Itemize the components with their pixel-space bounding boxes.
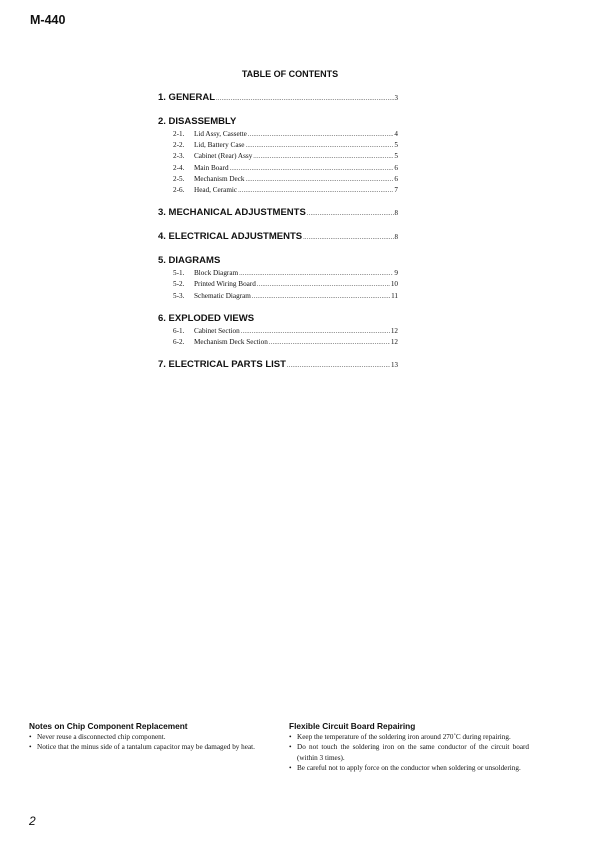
dot-leader <box>230 164 394 174</box>
toc-item-label: Block Diagram <box>194 269 239 278</box>
toc-section-heading[interactable] <box>158 313 398 325</box>
chip-notes-list <box>29 732 274 753</box>
toc-section <box>158 92 398 105</box>
toc-item-number: 2-6. <box>173 186 185 195</box>
toc-item-label: Lid, Battery Case <box>194 141 245 150</box>
chip-notes-title: Notes on Chip Component Replacement <box>29 721 188 731</box>
toc-item-label: Head, Ceramic <box>194 186 238 195</box>
toc-page-number: 7 <box>394 186 398 195</box>
flex-notes-title: Flexible Circuit Board Repairing <box>289 721 416 731</box>
toc-item-number: 5-2. <box>173 280 185 289</box>
toc-page-number: 12 <box>390 338 398 347</box>
toc-section <box>158 207 398 220</box>
toc-item-label: Printed Wiring Board <box>194 280 256 289</box>
toc-section <box>158 313 398 348</box>
toc-section <box>158 116 398 196</box>
note-item: • Do not touch the soldering iron on the same conductor of the circuit board (within 3 times). <box>289 742 529 763</box>
toc-page-number: 4 <box>394 130 398 138</box>
toc-page-number: 12 <box>390 326 398 335</box>
toc-item-label: Main Board <box>194 163 229 172</box>
dot-leader <box>269 338 390 348</box>
toc-page-number: 13 <box>391 361 398 370</box>
dot-leader <box>238 186 393 196</box>
dot-leader <box>216 93 393 105</box>
toc-item-number: 2-2. <box>173 141 185 150</box>
toc-item[interactable] <box>158 163 398 174</box>
flex-notes <box>289 721 529 773</box>
toc-section-heading[interactable] <box>158 359 398 372</box>
toc-page-number: 8 <box>394 233 398 242</box>
note-item: • Keep the temperature of the soldering iron around 270˚C during repairing. <box>289 732 529 742</box>
toc-item[interactable] <box>158 174 398 185</box>
toc-page-number: 6 <box>394 174 398 183</box>
toc-page-number: 5 <box>394 152 398 161</box>
dot-leader <box>246 175 394 185</box>
toc-section-title: 1. GENERAL <box>158 92 216 103</box>
dot-leader <box>246 141 394 151</box>
toc-item[interactable] <box>158 268 398 279</box>
toc-item[interactable] <box>158 140 398 151</box>
toc-item-number: 6-2. <box>173 338 185 347</box>
toc-item[interactable] <box>158 326 398 337</box>
dot-leader <box>253 152 393 162</box>
dot-leader <box>239 269 393 279</box>
toc-item-label: Lid Assy, Cassette <box>194 130 247 138</box>
toc-item[interactable] <box>158 129 398 140</box>
toc-section-title: 6. EXPLODED VIEWS <box>158 312 255 324</box>
table-of-contents <box>158 92 398 383</box>
note-item: • Never reuse a disconnected chip component. <box>29 732 274 742</box>
chip-notes <box>29 721 274 753</box>
toc-page-number: 11 <box>391 291 398 300</box>
toc-page-number: 10 <box>390 280 398 289</box>
toc-item-number: 5-1. <box>173 269 185 278</box>
toc-section-title: 3. MECHANICAL ADJUSTMENTS <box>158 207 306 219</box>
toc-page-number: 6 <box>394 163 398 172</box>
toc-page-number: 3 <box>394 94 398 102</box>
toc-item-number: 2-3. <box>173 152 185 161</box>
toc-item-number: 2-1. <box>173 130 185 138</box>
toc-section-title: 5. DIAGRAMS <box>158 255 221 267</box>
toc-item-label: Cabinet (Rear) Assy <box>194 152 253 161</box>
toc-item-label: Cabinet Section <box>194 326 240 335</box>
dot-leader <box>257 280 390 290</box>
note-item: • Be careful not to apply force on the conductor when soldering or unsoldering. <box>289 763 529 773</box>
toc-title: TABLE OF CONTENTS <box>241 69 339 79</box>
flex-notes-list <box>289 732 529 773</box>
dot-leader <box>241 327 390 337</box>
toc-section <box>158 255 398 302</box>
dot-leader <box>307 208 394 220</box>
dot-leader <box>252 292 390 302</box>
toc-item-label: Mechanism Deck <box>194 174 245 183</box>
toc-item[interactable] <box>158 291 398 302</box>
toc-item-number: 5-3. <box>173 291 185 300</box>
toc-section-title: 4. ELECTRICAL ADJUSTMENTS <box>158 231 303 243</box>
toc-item-number: 6-1. <box>173 326 185 335</box>
dot-leader <box>303 232 393 244</box>
toc-section-heading[interactable] <box>158 207 398 220</box>
toc-section-heading[interactable] <box>158 231 398 244</box>
page-number: 2 <box>29 814 36 828</box>
toc-page-number: 9 <box>394 269 398 278</box>
toc-item[interactable] <box>158 185 398 196</box>
toc-item[interactable] <box>158 279 398 290</box>
toc-page-number: 8 <box>394 209 398 218</box>
dot-leader <box>248 130 394 140</box>
toc-section-heading[interactable] <box>158 116 398 128</box>
toc-section <box>158 359 398 372</box>
note-item: • Notice that the minus side of a tantalum capacitor may be damaged by heat. <box>29 742 274 752</box>
toc-section-heading[interactable] <box>158 255 398 267</box>
toc-item-label: Mechanism Deck Section <box>194 338 268 347</box>
toc-item-number: 2-4. <box>173 163 185 172</box>
toc-item[interactable] <box>158 337 398 348</box>
model-number: M-440 <box>30 13 66 27</box>
toc-item-label: Schematic Diagram <box>194 291 251 300</box>
dot-leader <box>287 360 390 372</box>
toc-section-title: 2. DISASSEMBLY <box>158 116 237 127</box>
toc-item[interactable] <box>158 151 398 162</box>
toc-item-number: 2-5. <box>173 174 185 183</box>
toc-page-number: 5 <box>394 141 398 150</box>
toc-section <box>158 231 398 244</box>
toc-section-heading[interactable] <box>158 92 398 105</box>
toc-section-title: 7. ELECTRICAL PARTS LIST <box>158 359 286 371</box>
